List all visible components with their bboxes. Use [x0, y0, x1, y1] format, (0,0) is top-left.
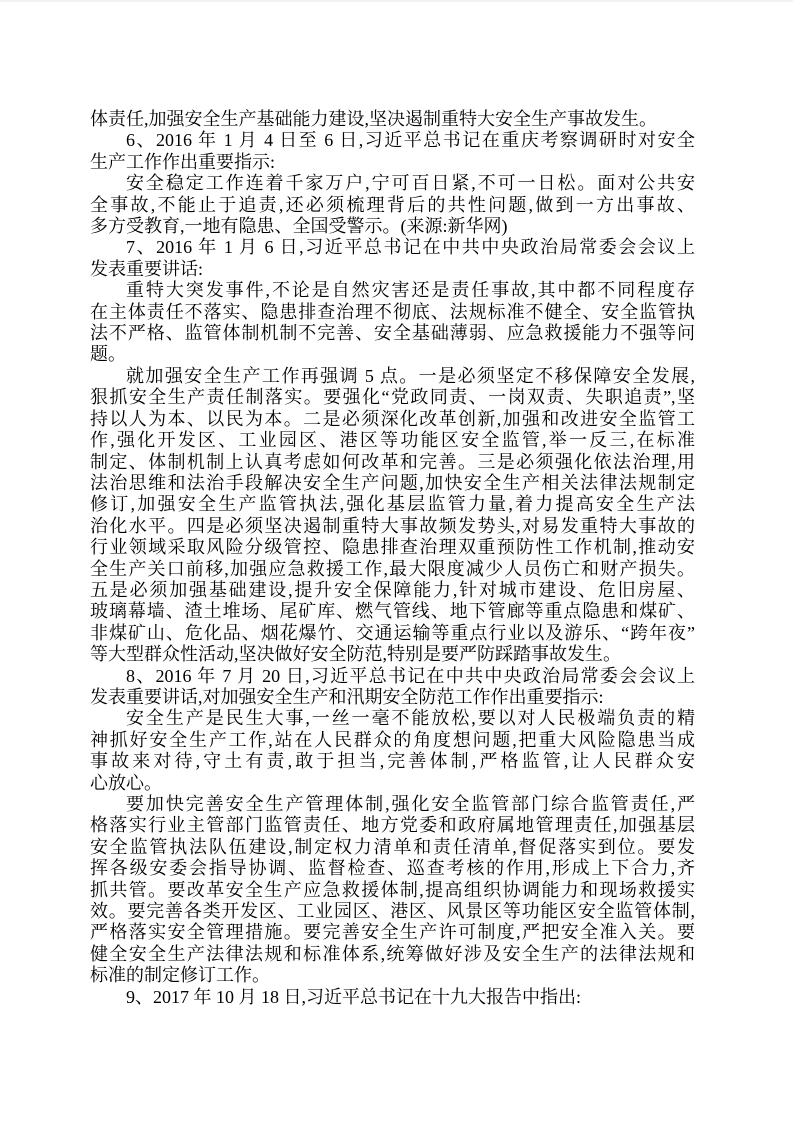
page-top-edge: [0, 0, 793, 2]
text-line: 安全监管执法队伍建设,制定权力清单和责任清单,督促落实到位。要发: [90, 836, 695, 857]
text-line: 全生产关口前移,加强应急救援工作,最大限度减少人员伤亡和财产损失。: [90, 558, 695, 579]
text-line: 安全稳定工作连着千家万户,宁可百日紧,不可一日松。面对公共安: [126, 173, 695, 194]
text-line: 重特大突发事件,不论是自然灾害还是责任事故,其中都不同程度存: [126, 280, 695, 301]
text-line: 7、2016 年 1 月 6 日,习近平总书记在中共中央政治局常委会会议上: [126, 237, 695, 258]
text-line: 题。: [90, 344, 126, 365]
document-lines: [90, 109, 695, 1008]
text-line: 全事故,不能止于追责,还必须梳理背后的共性问题,做到一方出事故、: [90, 194, 695, 215]
text-line: 事故来对待,守土有责,敢于担当,完善体制,严格监管,让人民群众安: [90, 751, 695, 772]
text-line: 严格落实安全管理措施。要完善安全生产许可制度,严把安全准入关。要: [90, 922, 695, 943]
text-line: 玻璃幕墙、渣土堆场、尾矿库、燃气管线、地下管廊等重点隐患和煤矿、: [90, 601, 695, 622]
text-line: 制定、体制机制上认真考虑如何改革和完善。三是必须强化依法治理,用: [90, 451, 695, 472]
text-line: 8、2016 年 7 月 20 日,习近平总书记在中共中央政治局常委会会议上: [126, 665, 695, 686]
text-line: 体责任,加强安全生产基础能力建设,坚决遏制重特大安全生产事故发生。: [90, 109, 657, 129]
text-line: 生产工作作出重要指示:: [90, 151, 275, 172]
text-line: 发表重要讲话:: [90, 258, 204, 279]
text-line: 神抓好安全生产工作,站在人民群众的角度想问题,把重大风险隐患当成: [90, 729, 695, 750]
text-line: 健全安全生产法律法规和标准体系,统筹做好涉及安全生产的法律法规和: [90, 943, 695, 964]
text-line: 法不严格、监管体制机制不完善、安全基础薄弱、应急救援能力不强等问: [90, 323, 695, 344]
text-line: 非煤矿山、危化品、烟花爆竹、交通运输等重点行业以及游乐、“跨年夜”: [90, 622, 695, 643]
text-line: 作,强化开发区、工业园区、港区等功能区安全监管,举一反三,在标准: [90, 430, 695, 451]
text-line: 法治思维和法治手段解决安全生产问题,加快安全生产相关法律法规制定: [90, 472, 695, 493]
text-line: 抓共管。要改革安全生产应急救援体制,提高组织协调能力和现场救援实: [90, 879, 695, 900]
text-line: 修订,加强安全生产监管执法,强化基层监管力量,着力提高安全生产法: [90, 494, 695, 515]
text-line: 要加快完善安全生产管理体制,强化安全监管部门综合监管责任,严: [126, 794, 695, 814]
text-line: 就加强安全生产工作再强调 5 点。一是必须坚定不移保障安全发展,: [126, 365, 695, 386]
text-line: 6、2016 年 1 月 4 日至 6 日,习近平总书记在重庆考察调研时对安全: [126, 130, 695, 151]
text-line: 五是必须加强基础建设,提升安全保障能力,针对城市建设、危旧房屋、: [90, 579, 695, 600]
text-line: 心放心。: [90, 772, 162, 793]
text-line: 多方受教育,一地有隐患、全国受警示。(来源:新华网): [90, 216, 508, 237]
text-line: 挥各级安委会指导协调、监督检查、巡查考核的作用,形成上下合力,齐: [90, 858, 695, 879]
text-line: 标准的制定修订工作。: [90, 965, 270, 986]
text-line: 狠抓安全生产责任制落实。要强化“党政同责、一岗双责、失职追责”,坚: [90, 387, 695, 408]
text-line: 等大型群众性活动,坚决做好安全防范,特别是要严防踩踏事故发生。: [90, 644, 621, 665]
text-line: 在主体责任不落实、隐患排查治理不彻底、法规标准不健全、安全监管执: [90, 301, 695, 322]
text-line: 安全生产是民生大事,一丝一毫不能放松,要以对人民极端负责的精: [126, 708, 695, 729]
text-line: 效。要完善各类开发区、工业园区、港区、风景区等功能区安全监管体制,: [90, 901, 695, 922]
text-line: 持以人为本、以民为本。二是必须深化改革创新,加强和改进安全监管工: [90, 408, 695, 429]
text-line: 格落实行业主管部门监管责任、地方党委和政府属地管理责任,加强基层: [90, 815, 695, 836]
text-line: 行业领域采取风险分级管控、隐患排查治理双重预防性工作机制,推动安: [90, 537, 695, 558]
text-line: 9、2017 年 10 月 18 日,习近平总书记在十九大报告中指出:: [126, 986, 581, 1007]
text-line: 发表重要讲话,对加强安全生产和汛期安全防范工作作出重要指示:: [90, 686, 604, 707]
text-line: 治化水平。四是必须坚决遏制重特大事故频发势头,对易发重特大事故的: [90, 515, 695, 536]
